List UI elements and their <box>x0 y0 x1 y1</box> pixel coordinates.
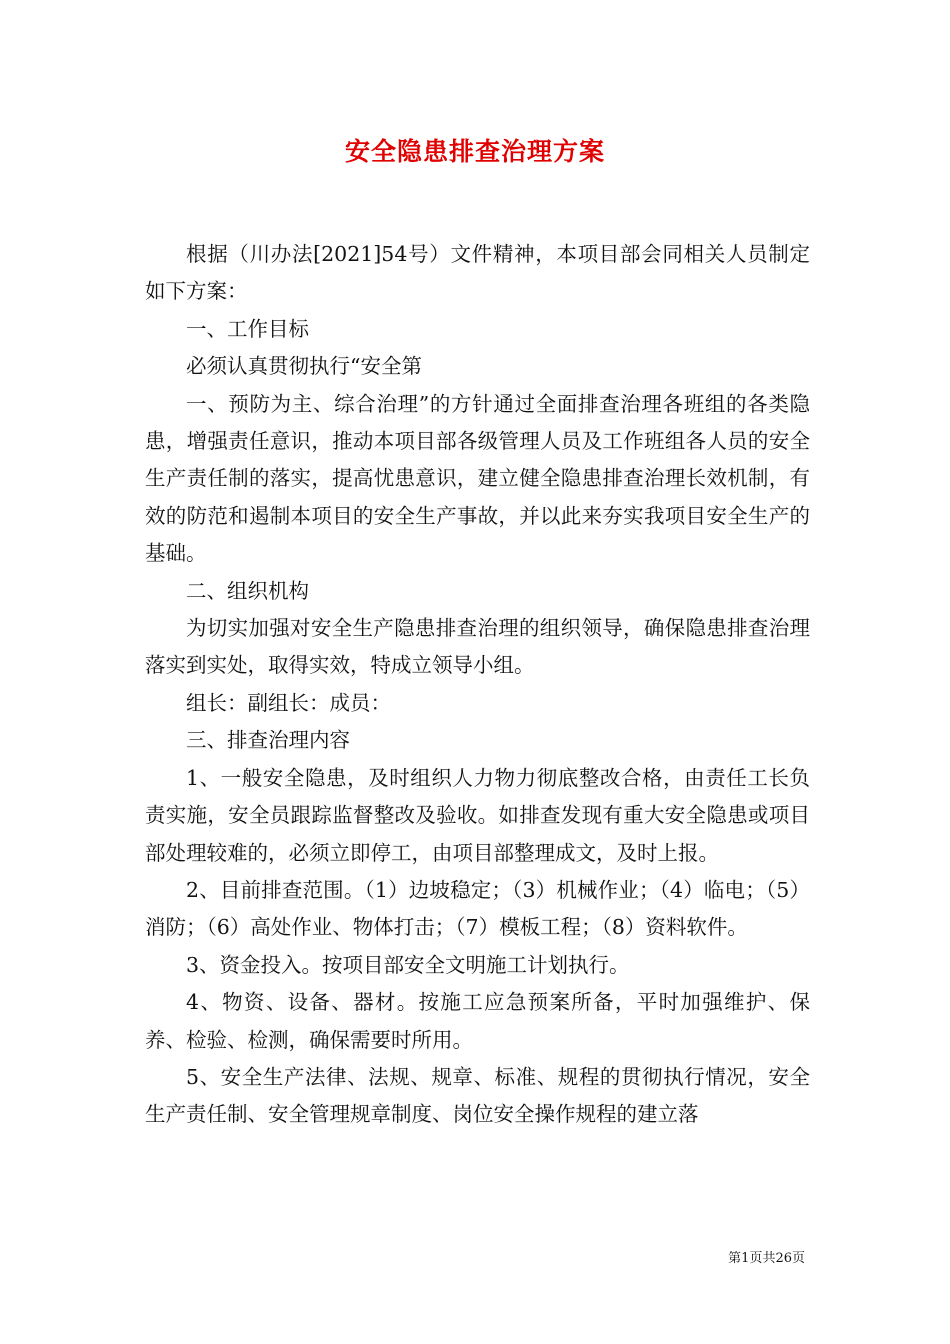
document-title: 安全隐患排查治理方案 <box>344 137 605 166</box>
paragraph: 2、目前排查范围。（1）边坡稳定；（3）机械作业；（4）临电；（5）消防；（6）高处作业、物体打击；（7）模板工程；（8）资料软件。 <box>145 877 810 940</box>
paragraph: 一、预防为主、综合治理”的方针通过全面排查治理各班组的各类隐患，增强责任意识，推动本项目部各级管理人员及工作班组各人员的安全生产责任制的落实，提高忧患意识，建立健全隐患排查治理长效机制，有效的防范和遏制本项目的安全生产事故，并以此来夯实我项目安全生产的基础。 <box>145 391 810 566</box>
paragraph: 组长：副组长：成员： <box>186 690 391 715</box>
paragraph: 3、资金投入。按项目部安全文明施工计划执行。 <box>186 952 630 977</box>
paragraph: 4、物资、设备、器材。按施工应急预案所备，平时加强维护、保养、检验、检测，确保需要时所用。 <box>145 990 810 1052</box>
section-heading: 二、组织机构 <box>186 578 309 603</box>
paragraph: 根据（川办法[2021]54号）文件精神，本项目部会同相关人员制定如下方案： <box>145 242 810 304</box>
paragraph: 5、安全生产法律、法规、规章、标准、规程的贯彻执行情况，安全生产责任制、安全管理规章制度、岗位安全操作规程的建立落 <box>145 1064 810 1127</box>
paragraph: 为切实加强对安全生产隐患排查治理的组织领导，确保隐患排查治理落实到实处，取得实效，特成立领导小组。 <box>145 616 810 678</box>
section-heading: 一、工作目标 <box>186 316 309 341</box>
paragraph: 必须认真贯彻执行“安全第 <box>186 354 422 379</box>
document-body <box>145 236 810 1134</box>
paragraph: 1、一般安全隐患，及时组织人力物力彻底整改合格，由责任工长负责实施，安全员跟踪监督整改及验收。如排查发现有重大安全隐患或项目部处理较难的，必须立即停工，由项目部整理成文，及时上报。 <box>145 765 810 865</box>
page-number: 第1页共26页 <box>728 1251 805 1266</box>
section-heading: 三、排查治理内容 <box>186 728 350 753</box>
